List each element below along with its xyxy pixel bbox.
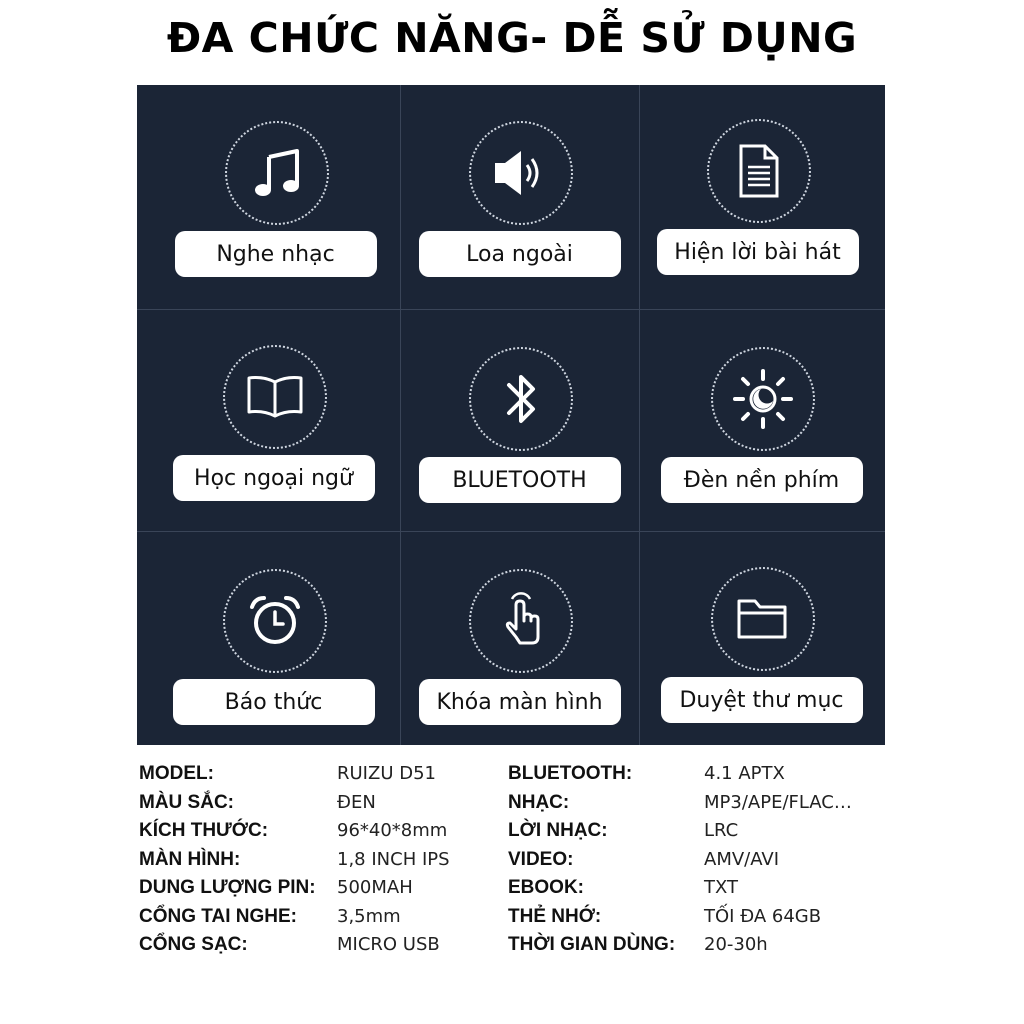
spec-key: CỔNG SẠC: xyxy=(139,934,248,955)
feature-label: Hiện lời bài hát xyxy=(657,229,859,275)
music-note-icon xyxy=(225,121,329,225)
feature-panel xyxy=(137,85,885,745)
spec-value: TỐI ĐA 64GB xyxy=(704,905,822,927)
spec-value: 4.1 APTX xyxy=(704,763,785,784)
speaker-icon xyxy=(469,121,573,225)
spec-key: THỜI GIAN DÙNG: xyxy=(508,934,676,955)
feature-label: Loa ngoài xyxy=(419,231,621,277)
spec-key: MODEL: xyxy=(139,763,214,784)
spec-value: MICRO USB xyxy=(337,934,440,955)
spec-value: ĐEN xyxy=(337,791,376,813)
spec-key: DUNG LƯỢNG PIN: xyxy=(139,877,316,898)
spec-value: 500MAH xyxy=(337,877,413,898)
feature-music xyxy=(151,85,400,305)
spec-key: NHẠC: xyxy=(508,791,570,813)
feature-label: Đèn nền phím xyxy=(661,457,863,503)
touch-lock-icon xyxy=(469,569,573,673)
feature-label: Khóa màn hình xyxy=(419,679,621,725)
feature-speaker xyxy=(395,85,644,305)
spec-key: KÍCH THƯỚC: xyxy=(139,820,269,841)
spec-key: CỔNG TAI NGHE: xyxy=(139,905,297,927)
feature-alarm xyxy=(149,533,398,753)
spec-key: VIDEO: xyxy=(508,848,574,870)
spec-value: TXT xyxy=(704,877,739,898)
feature-label: Duyệt thư mục xyxy=(661,677,863,723)
spec-table xyxy=(139,760,899,960)
feature-label: Nghe nhạc xyxy=(175,231,377,277)
page-title: ĐA CHỨC NĂNG- DỄ SỬ DỤNG xyxy=(166,14,858,62)
feature-folder xyxy=(637,531,886,751)
spec-value: LRC xyxy=(704,820,739,841)
spec-key: THẺ NHỚ: xyxy=(508,905,602,927)
folder-icon xyxy=(711,567,815,671)
spec-value: 3,5mm xyxy=(337,905,401,927)
spec-key: EBOOK: xyxy=(508,877,584,898)
document-icon xyxy=(707,119,811,223)
spec-key: MÀU SẮC: xyxy=(139,791,234,813)
feature-lyrics xyxy=(633,83,882,303)
spec-value: RUIZU D51 xyxy=(337,763,436,784)
feature-screen-lock xyxy=(395,533,644,753)
spec-key: LỜI NHẠC: xyxy=(508,820,608,841)
spec-key: MÀN HÌNH: xyxy=(139,848,241,870)
spec-value: 1,8 INCH IPS xyxy=(337,848,450,870)
feature-label: Học ngoại ngữ xyxy=(173,455,375,501)
feature-label: Báo thức xyxy=(173,679,375,725)
feature-bluetooth xyxy=(395,311,644,531)
alarm-clock-icon xyxy=(223,569,327,673)
spec-value: 96*40*8mm xyxy=(337,820,448,841)
feature-backlight xyxy=(637,311,886,531)
spec-key: BLUETOOTH: xyxy=(508,763,633,784)
feature-label: BLUETOOTH xyxy=(419,457,621,503)
spec-value: AMV/AVI xyxy=(704,848,780,870)
book-icon xyxy=(223,345,327,449)
spec-value: 20-30h xyxy=(704,934,768,955)
brightness-icon xyxy=(711,347,815,451)
bluetooth-icon xyxy=(469,347,573,451)
feature-language xyxy=(149,309,398,529)
spec-value: MP3/APE/FLAC… xyxy=(704,791,852,813)
